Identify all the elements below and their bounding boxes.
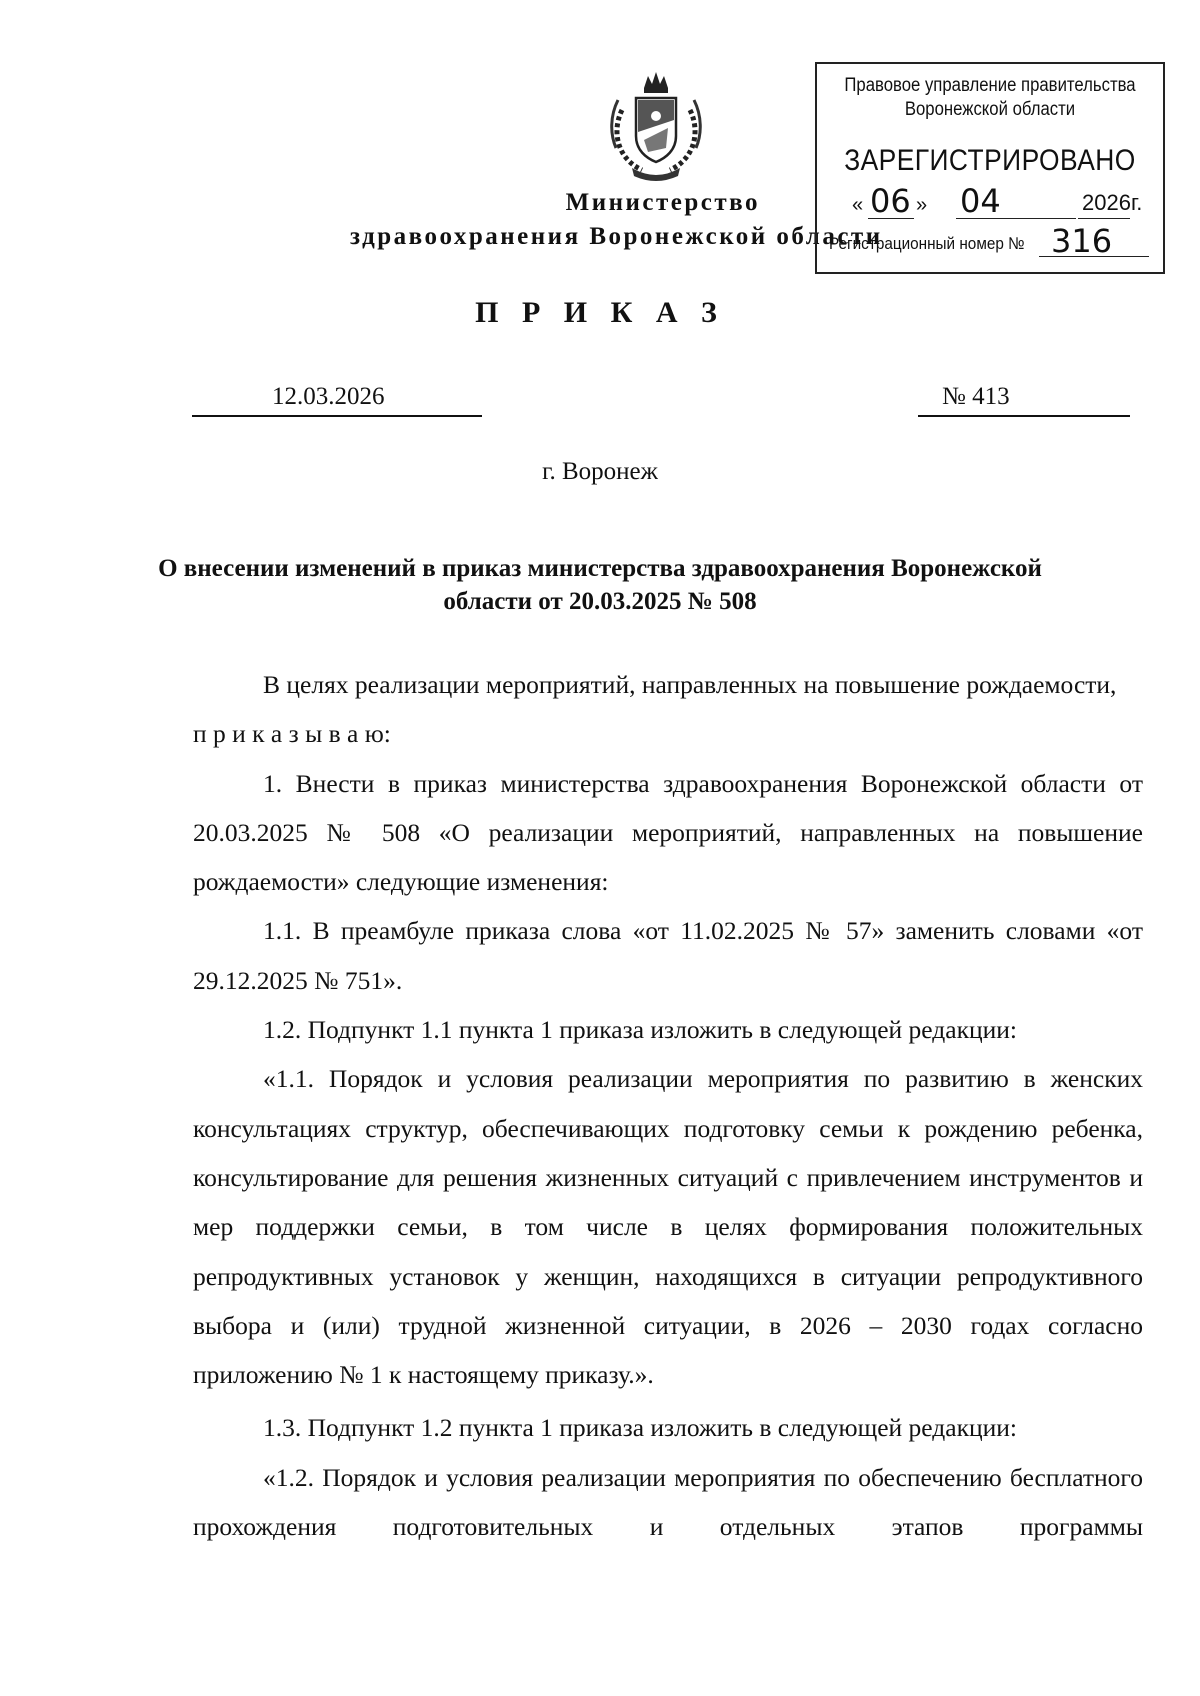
ministry-line-1: Министерство (565, 189, 760, 216)
ministry-name (350, 186, 890, 254)
stamp-number: 316 (1051, 222, 1113, 260)
paragraph-1-2: 1.2. Подпункт 1.1 пункта 1 приказа изложить в следующей редакции: (263, 1015, 1017, 1045)
paragraph-1-2-text: «1.1. Порядок и условия реализации мероприятия по развитию в женских консультациях структур, обеспечивающих подготовку семьи к рождению ребенка, консультирование для решения жизненных ситуаций с привлечением инструментов и мер поддержки семьи, в том числе в целях формирования положительных репродуктивных установок у женщин, находящихся в ситуации репродуктивного выбора и (или) трудной жизненной ситуации, в 2026 – 2030 годах согласно приложению № 1 к настоящему приказу.». (193, 1064, 1143, 1390)
stamp-year: 2026г. (1082, 190, 1143, 215)
stamp-date (852, 182, 1152, 222)
document-number: № 413 (942, 383, 1010, 410)
voronezh-coat-of-arms-icon (608, 70, 704, 182)
document-number-field (918, 383, 1130, 417)
stamp-day-underline (868, 218, 914, 219)
stamp-status: ЗАРЕГИСТРИРОВАНО (844, 144, 1136, 177)
stamp-number-label: Регистрационный номер № (829, 234, 1025, 253)
document-city: г. Воронеж (542, 458, 658, 485)
stamp-day: 06 (870, 182, 911, 220)
stamp-number-underline (1039, 256, 1149, 257)
stamp-number-row (829, 222, 1159, 262)
document-date: 12.03.2026 (272, 383, 385, 410)
paragraph-1: 1. Внести в приказ министерства здравоохранения Воронежской области от 20.03.2025 № 508 «О реализации мероприятий, направленных на повышение рождаемости» следующие изменения: (193, 768, 1143, 897)
document-body (193, 660, 1143, 1551)
document-subject: О внесении изменений в приказ министерства здравоохранения Воронежской области от 20.03.2025 № 508 (158, 555, 1042, 615)
ministry-line-2: здравоохранения Воронежской области (350, 223, 883, 250)
paragraph-order-word: п р и к а з ы в а ю: (193, 719, 391, 749)
paragraph-1-3: 1.3. Подпункт 1.2 пункта 1 приказа изложить в следующей редакции: (263, 1413, 1017, 1443)
registration-stamp (815, 62, 1165, 274)
paragraph-1-1: 1.1. В преамбуле приказа слова «от 11.02.2025 № 57» заменить словами «от 29.12.2025 № 751». (193, 916, 1143, 995)
stamp-quote-open: « (852, 194, 864, 216)
stamp-year-underline (1078, 218, 1130, 219)
document-type: П Р И К А З (475, 296, 725, 329)
stamp-department: Правовое управление правительства Воронежской области (844, 75, 1136, 120)
paragraph-1-3-text: «1.2. Порядок и условия реализации мероприятия по обеспечению бесплатного прохождения подготовительных и отдельных этапов программы (193, 1462, 1143, 1542)
stamp-quote-close: » (916, 194, 928, 216)
stamp-month: 04 (960, 182, 1001, 220)
document-date-field (192, 383, 482, 417)
paragraph-preamble: В целях реализации мероприятий, направленных на повышение рождаемости, (263, 670, 1117, 699)
stamp-month-underline (956, 218, 1076, 219)
